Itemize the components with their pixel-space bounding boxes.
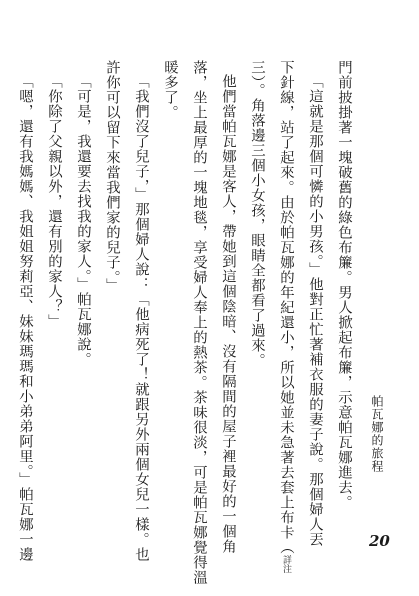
text-column: 落，坐上最厚的一塊地毯，享受婦人奉上的熱茶。茶味很淡，可是帕瓦娜覺得溫 bbox=[191, 60, 207, 585]
text-column: 「我們沒了兒子，」那個婦人說：「他病死了！就跟另外兩個女兒一樣。也 bbox=[133, 74, 149, 562]
text-column: 「嗯，還有我媽媽、我姐姐努莉亞、妹妹瑪瑪和小弟弟阿里。」帕瓦娜一邊 bbox=[17, 74, 33, 562]
text-column: 下針線，站了起來。由於帕瓦娜的年紀還小，所以她並未急著去套上布卡（詳注 bbox=[278, 60, 294, 573]
text-column: 許你可以留下來當我們家的兒子。」 bbox=[104, 60, 120, 293]
text-column: 門前披掛著一塊破舊的綠色布簾。男人掀起布簾，示意帕瓦娜進去。 bbox=[336, 60, 352, 510]
annotation-note: 詳注 bbox=[281, 555, 291, 573]
text-column: 三）。角落邊三個小女孩，眼睛全都看了過來。 bbox=[249, 60, 265, 368]
text-column: 「可是，我還要去找我的家人。」帕瓦娜說。 bbox=[75, 74, 91, 367]
running-header: 帕瓦娜的旅程 bbox=[370, 395, 384, 473]
text-column: 暖多了。 bbox=[162, 60, 178, 120]
text-column: 他們當帕瓦娜是客人，帶她到這個陰暗、沒有隔間的屋子裡最好的一個角 bbox=[220, 74, 236, 554]
text-column: 「你除了父親以外，還有別的家人？」 bbox=[46, 74, 62, 329]
page-number: 20 bbox=[369, 532, 390, 550]
text-column: 「這就是那個可憐的小男孩。」他對正忙著補衣服的妻子說。那個婦人丟 bbox=[307, 74, 323, 547]
